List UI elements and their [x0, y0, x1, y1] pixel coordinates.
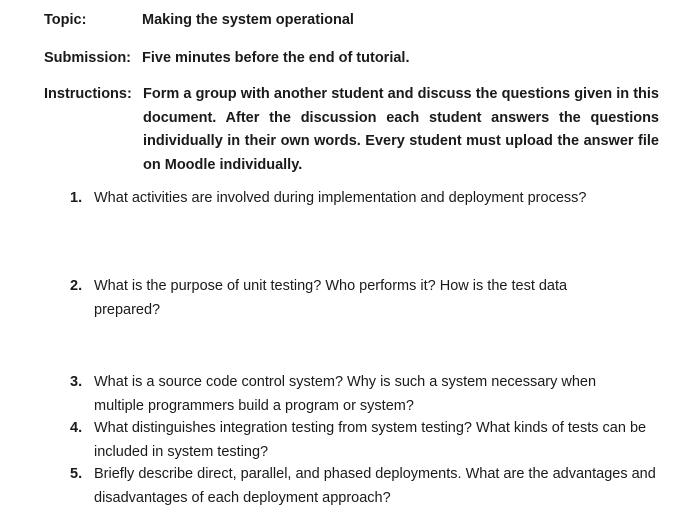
question-number: 5.	[70, 466, 83, 482]
submission-value: Five minutes before the end of tutorial.	[142, 50, 410, 66]
instructions-value: Form a group with another student and discuss the questions given in this document. After the discussion each student answers the questions individually in their own words. Every student must upload the answer file on Moodle individually.	[143, 86, 659, 173]
question-number: 2.	[70, 278, 83, 294]
submission-label: Submission:	[44, 50, 132, 66]
question-text: What distinguishes integration testing from system testing? What kinds of tests can be included in system testing?	[94, 420, 647, 460]
question-number: 1.	[70, 190, 83, 206]
question-number: 4.	[70, 420, 83, 436]
topic-label: Topic:	[44, 12, 87, 28]
question-text: What activities are involved during implementation and deployment process?	[94, 190, 587, 206]
question-text: What is a source code control system? Why is such a system necessary when multiple programmers build a program or system?	[94, 374, 597, 414]
question-number: 3.	[70, 374, 83, 390]
question-text: What is the purpose of unit testing? Who performs it? How is the test data prepared?	[94, 278, 568, 318]
question-text: Briefly describe direct, parallel, and phased deployments. What are the advantages and disadvantages of each deployment approach?	[94, 466, 656, 506]
instructions-label: Instructions:	[44, 86, 132, 102]
topic-value: Making the system operational	[142, 12, 354, 28]
